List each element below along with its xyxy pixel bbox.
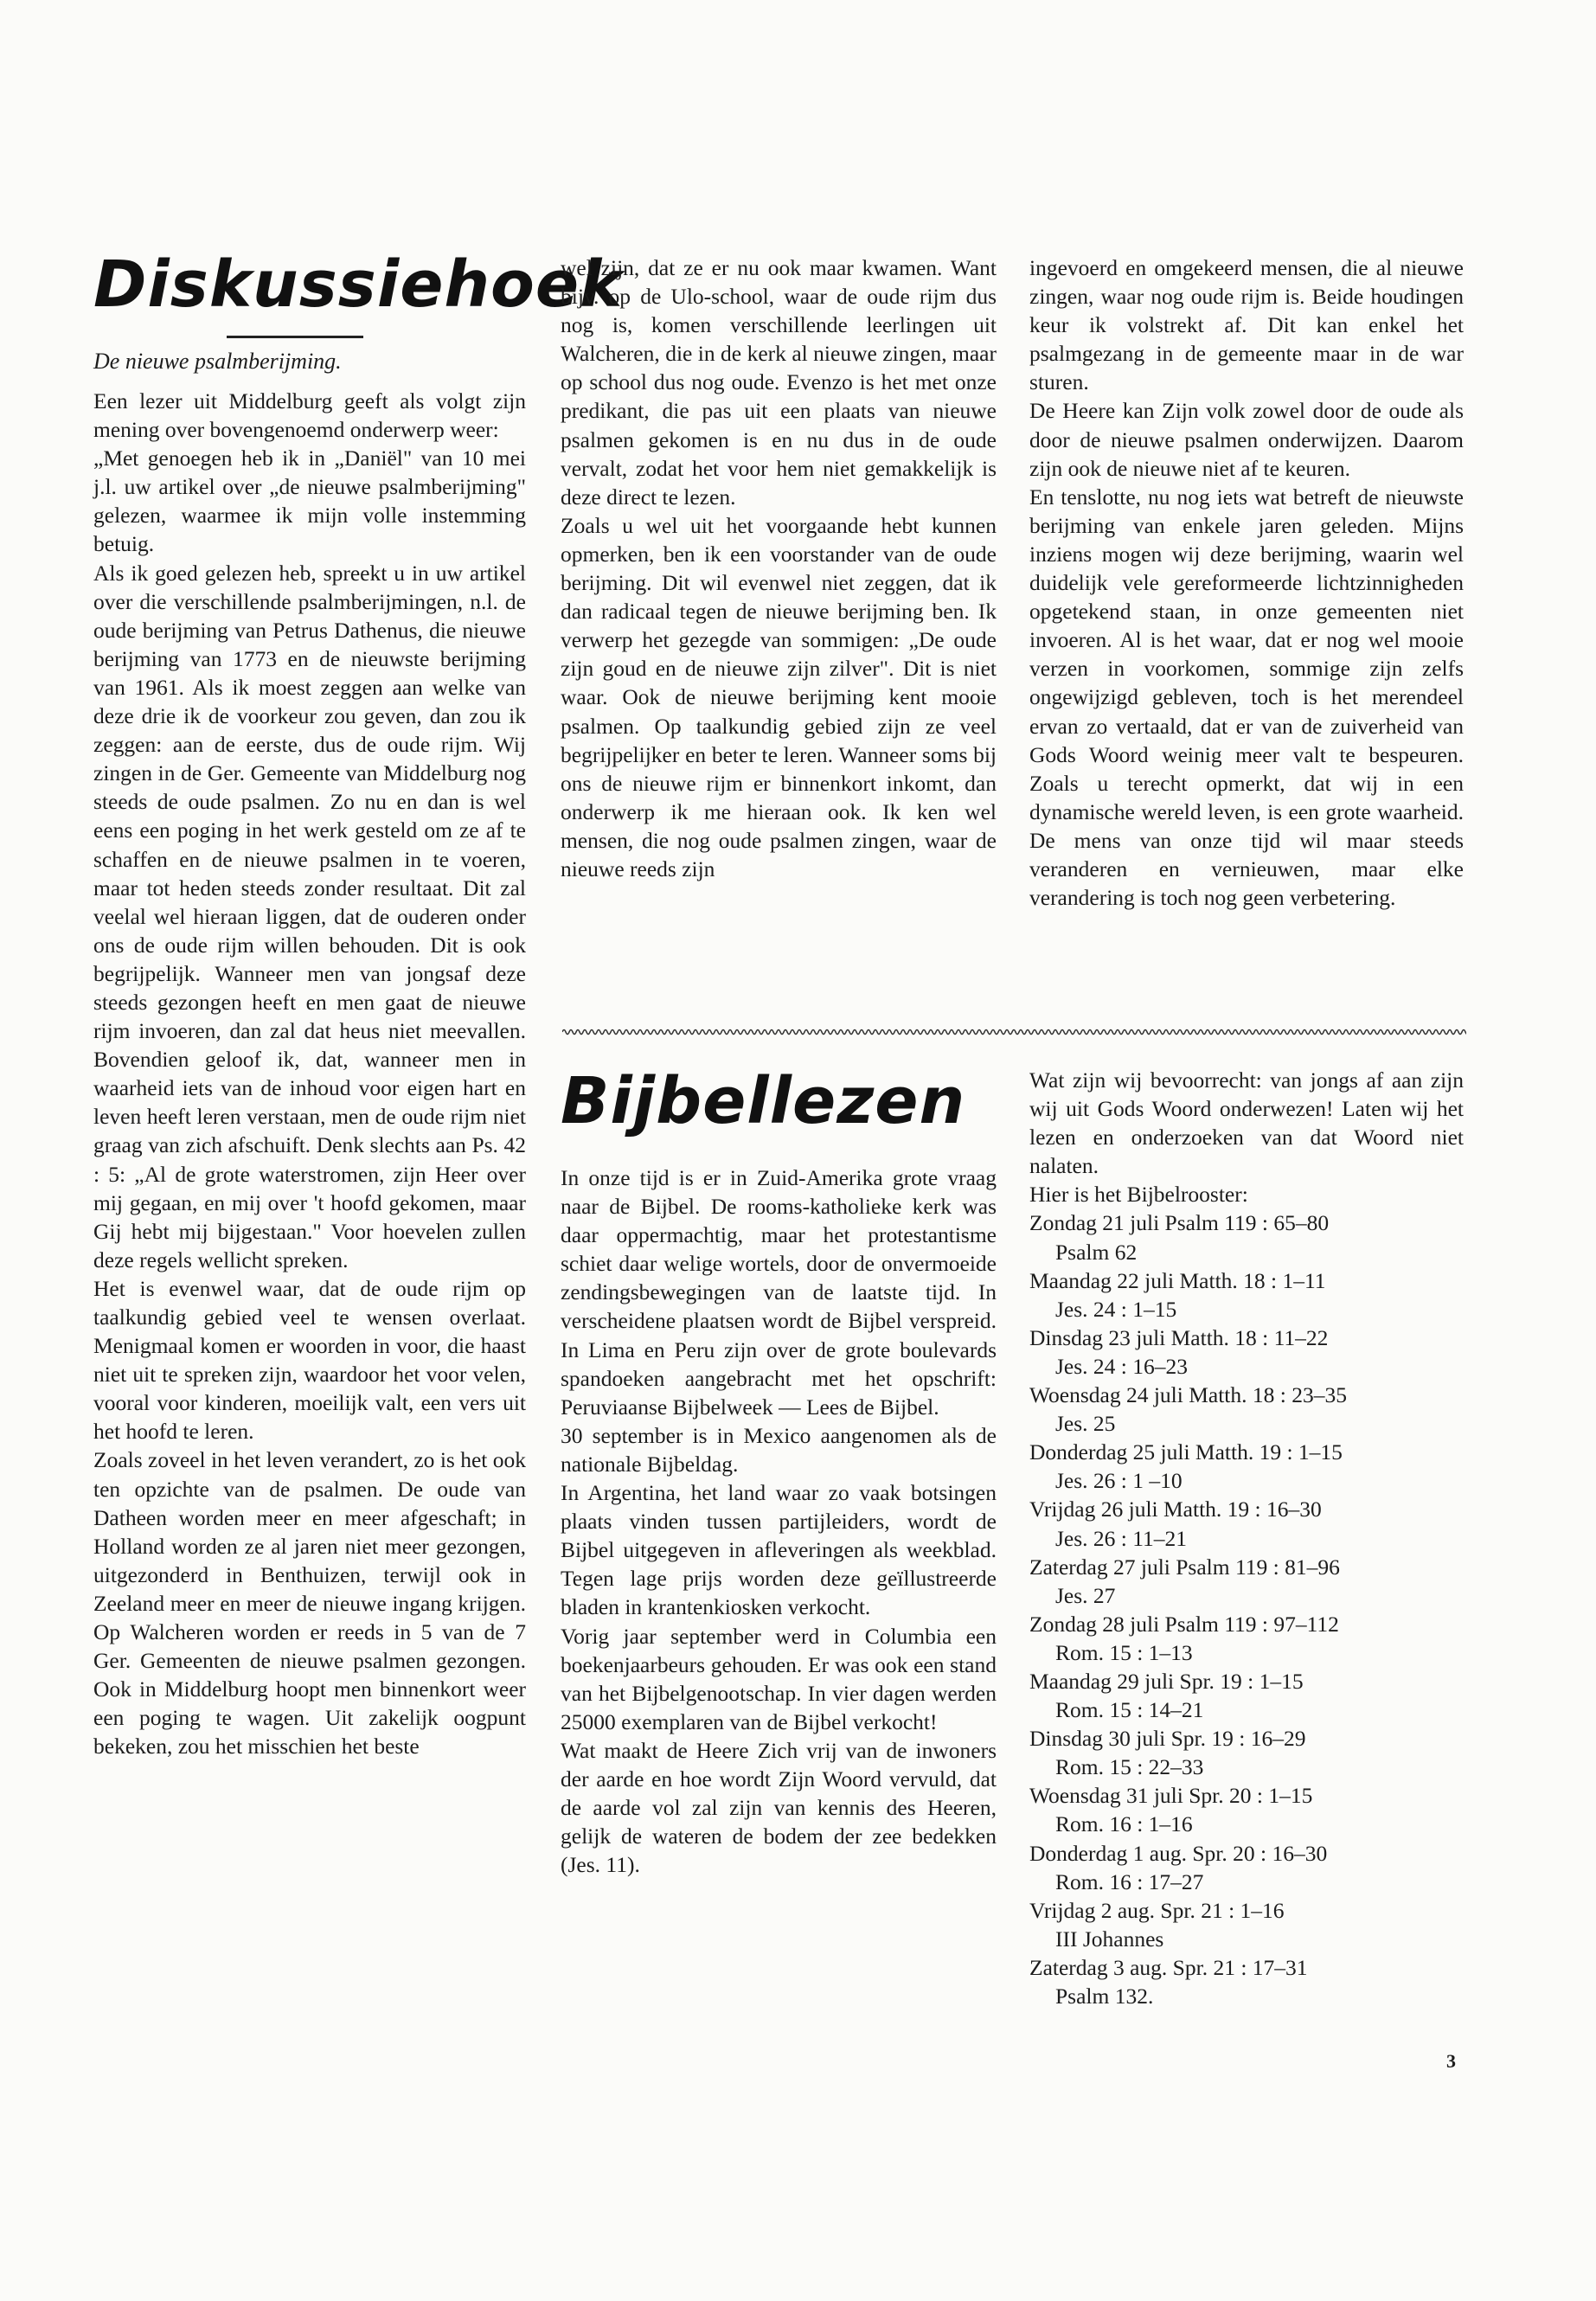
schedule-entry-sub: Rom. 15 : 22–33 xyxy=(1055,1754,1204,1780)
title-underline xyxy=(227,336,363,338)
article2-column-1 xyxy=(561,1163,997,1879)
article1-column-3 xyxy=(1029,253,1464,912)
schedule-entry: Woensdag 24 juli Matth. 18 : 23–35 xyxy=(1029,1382,1347,1408)
intro-paragraph: Wat zijn wij bevoorrecht: van jongs af aan zijn wij uit Gods Woord onderwezen! Laten wij het lezen en onderzoeken van dat Woord niet nalaten. xyxy=(1029,1067,1464,1179)
schedule-entry: Zondag 21 juli Psalm 119 : 65–80 xyxy=(1029,1210,1330,1236)
page-number: 3 xyxy=(1446,2050,1456,2072)
wavy-divider xyxy=(562,1026,1466,1038)
schedule-entry-sub: Psalm 132. xyxy=(1055,1984,1154,2009)
schedule-entry-sub: Jes. 24 : 16–23 xyxy=(1055,1353,1188,1379)
schedule-heading: Hier is het Bijbelrooster: xyxy=(1029,1182,1248,1208)
paragraph: ingevoerd en omgekeerd mensen, die al nieuwe zingen, waar nog oude rijm is. Beide houdingen keur ik volstrekt af. Dit kan enkel het psalmgezang in de gemeente maar in de war sturen. xyxy=(1029,255,1464,395)
article-title-diskussiehoek: Diskussiehoek xyxy=(93,247,624,322)
schedule-entry-sub: Rom. 16 : 1–16 xyxy=(1055,1811,1193,1837)
schedule-entry-sub: Jes. 25 xyxy=(1055,1411,1116,1437)
paragraph: Een lezer uit Middelburg geeft als volgt zijn mening over bovengenoemd onderwerp weer: xyxy=(93,388,526,443)
paragraph: 30 september is in Mexico aangenomen als de nationale Bijbeldag. xyxy=(561,1422,997,1477)
schedule-entry: Dinsdag 30 juli Spr. 19 : 16–29 xyxy=(1029,1726,1306,1752)
schedule-entry-sub: Jes. 24 : 1–15 xyxy=(1055,1296,1177,1322)
paragraph: Als ik goed gelezen heb, spreekt u in uw artikel over die verschillende psalmberijmingen, n.l. de oude berijming van Petrus Dathenus, die nieuwe berijming van 1773 en de nieuwste berijming van 1961. Als ik moest zeggen aan welke van deze drie ik de voorkeur zou geven, dan zou ik zeggen: aan de eerste, dus de oude rijm. Wij zingen in de Ger. Gemeente van Middelburg nog steeds de oude psalmen. Zo nu en dan is wel eens een poging in het werk gesteld om ze af te schaffen en de nieuwe psalmen in te voeren, maar tot heden steeds zonder resultaat. Dit zal veelal wel hieraan liggen, dat de ouderen onder ons de oude rijm willen behouden. Dit is ook begrijpelijk. Wanneer men van jongsaf deze steeds gezongen heeft en men gaat de nieuwe rijm invoeren, dan zal dat heus niet meevallen. Bovendien geloof ik, dat, wanneer men in waarheid iets van de inhoud voor eigen hart en leven heeft leren verstaan, men de oude rijm niet graag van zich afschuift. Denk slechts aan Ps. 42 : 5: „Al de grote waterstromen, zijn Heer over mij gegaan, en mij over 't hoofd gekomen, maar Gij hebt mij bijgestaan." Voor hoevelen zullen deze regels wellicht spreken. xyxy=(93,560,526,1272)
paragraph: Vorig jaar september werd in Columbia een boekenjaarbeurs gehouden. Er was ook een stand van het Bijbelgenootschap. In vier dagen werden 25000 exemplaren van de Bijbel verkocht! xyxy=(561,1623,997,1734)
schedule-entry: Maandag 29 juli Spr. 19 : 1–15 xyxy=(1029,1668,1304,1694)
article-title-bijbellezen: Bijbellezen xyxy=(561,1064,966,1138)
schedule-entry: Zaterdag 3 aug. Spr. 21 : 17–31 xyxy=(1029,1954,1308,1980)
schedule-entry-sub: Psalm 62 xyxy=(1055,1239,1138,1265)
paragraph: De Heere kan Zijn volk zowel door de oude als door de nieuwe psalmen onderwijzen. Daarom zijn ook de nieuwe niet af te keuren. xyxy=(1029,398,1464,481)
article1-column-2 xyxy=(561,253,997,883)
article-subtitle: De nieuwe psalmberijming. xyxy=(93,349,342,374)
schedule-entry-sub: Jes. 26 : 11–21 xyxy=(1055,1525,1188,1551)
paragraph: Wat maakt de Heere Zich vrij van de inwoners der aarde en hoe wordt Zijn Woord vervuld, dat de aarde vol zal zijn van kennis des Heeren, gelijk de wateren de bodem der zee bedekken (Jes. 11). xyxy=(561,1737,997,1878)
schedule-entry: Dinsdag 23 juli Matth. 18 : 11–22 xyxy=(1029,1324,1329,1350)
paragraph: Het is evenwel waar, dat de oude rijm op taalkundig gebied veel te wensen overlaat. Menigmaal komen er woorden in voor, die haast niet uit te spreken zijn, waardoor het voor velen, vooral voor kinderen, moeilijk valt, een vers uit het hoofd te leren. xyxy=(93,1275,526,1445)
schedule-entry: Zondag 28 juli Psalm 119 : 97–112 xyxy=(1029,1611,1339,1637)
schedule-entry-sub: Jes. 26 : 1 –10 xyxy=(1055,1468,1183,1494)
paragraph: wel zijn, dat ze er nu ook maar kwamen. Want bijv. op de Ulo-school, waar de oude rijm dus nog is, komen verschillende leerlingen uit Walcheren, die in de kerk al nieuwe zingen, maar op school dus nog oude. Evenzo is het met onze predikant, die pas uit een plaats van nieuwe psalmen gekomen is en nu dus in de oude vervalt, zodat het voor hem niet gemakkelijk is deze direct te lezen. xyxy=(561,255,997,510)
schedule-entry: Donderdag 1 aug. Spr. 20 : 16–30 xyxy=(1029,1840,1328,1866)
paragraph: En tenslotte, nu nog iets wat betreft de nieuwste berijming van enkele jaren geleden. Mijns inziens mogen wij deze berijming, waarin wel duidelijk vele gereformeerde lichtzinnigheden opgetekend staan, in onze gemeenten niet invoeren. Al is het waar, dat er nog wel mooie verzen in voorkomen, sommige zijn zelfs ongewijzigd gebleven, toch is het merendeel ervan zo vertaald, dat er van de zuiverheid van Gods Woord weinig meer valt te bespeuren. Zoals u terecht opmerkt, dat wij in een dynamische wereld leven, is een grote waarheid. De mens van onze tijd wil maar steeds veranderen en vernieuwen, maar elke verandering is toch nog geen verbetering. xyxy=(1029,484,1464,911)
schedule-entry: Vrijdag 2 aug. Spr. 21 : 1–16 xyxy=(1029,1897,1285,1923)
paragraph: Zoals zoveel in het leven verandert, zo is het ook ten opzichte van de psalmen. De oude van Datheen worden meer en meer afgeschaft; in Holland worden ze al jaren niet meer gezongen, uitgezonderd in Benthuizen, terwijl ook in Zeeland meer en meer de nieuwe ingang krijgen. Op Walcheren worden er reeds in 5 van de 7 Ger. Gemeenten de nieuwe psalmen gezongen. Ook in Middelburg hoopt men binnenkort weer een poging te wagen. Uit zakelijk oogpunt bekeken, zou het misschien het beste xyxy=(93,1447,526,1759)
article1-column-1 xyxy=(93,387,526,1761)
schedule-entry: Maandag 22 juli Matth. 18 : 1–11 xyxy=(1029,1267,1326,1293)
schedule-entry-sub: III Johannes xyxy=(1055,1926,1164,1952)
paragraph: In Argentina, het land waar zo vaak botsingen plaats vinden tussen partijleiders, wordt de Bijbel uitgegeven in afleveringen als weekblad. Tegen lage prijs worden deze geïllustreerde bladen in krantenkiosken verkocht. xyxy=(561,1480,997,1620)
paragraph: „Met genoegen heb ik in „Daniël" van 10 mei j.l. uw artikel over „de nieuwe psalmberijming" gelezen, waarmee ik mijn volle instemming betuig. xyxy=(93,445,526,557)
article2-column-2 xyxy=(1029,1066,1464,2010)
schedule-entry-sub: Rom. 16 : 17–27 xyxy=(1055,1868,1204,1894)
schedule-entry: Vrijdag 26 juli Matth. 19 : 16–30 xyxy=(1029,1497,1322,1522)
schedule-entry: Woensdag 31 juli Spr. 20 : 1–15 xyxy=(1029,1783,1313,1809)
paragraph: Zoals u wel uit het voorgaande hebt kunnen opmerken, ben ik een voorstander van de oude berijming. Dit wil evenwel niet zeggen, dat ik dan radicaal tegen de nieuwe berijming ben. Ik verwerp het gezegde van sommigen: „De oude zijn goud en de nieuwe zijn zilver". Dit is niet waar. Ook de nieuwe berijming kent mooie psalmen. Op taalkundig gebied zijn ze veel begrijpelijker en beter te leren. Wanneer soms bij ons de nieuwe rijm er binnenkort inkomt, dan onderwerp ik me hieraan ook. Ik ken wel mensen, die nog oude psalmen zingen, waar de nieuwe reeds zijn xyxy=(561,512,997,881)
paragraph: In onze tijd is er in Zuid-Amerika grote vraag naar de Bijbel. De rooms-katholieke kerk was daar oppermachtig, maar het protestantisme schiet daar welige wortels, door de onvermoeide zendingsbewegingen van de laatste tijd. In verscheidene plaatsen wordt de Bijbel verspreid. In Lima en Peru zijn over de grote boulevards spandoeken aangebracht met het opschrift: Peruviaanse Bijbelweek — Lees de Bijbel. xyxy=(561,1165,997,1420)
schedule-entry: Zaterdag 27 juli Psalm 119 : 81–96 xyxy=(1029,1554,1340,1580)
schedule-entry-sub: Rom. 15 : 14–21 xyxy=(1055,1697,1204,1723)
bible-schedule xyxy=(1029,1208,1464,2010)
schedule-entry-sub: Jes. 27 xyxy=(1055,1582,1116,1608)
schedule-entry-sub: Rom. 15 : 1–13 xyxy=(1055,1639,1193,1665)
schedule-entry: Donderdag 25 juli Matth. 19 : 1–15 xyxy=(1029,1439,1343,1465)
